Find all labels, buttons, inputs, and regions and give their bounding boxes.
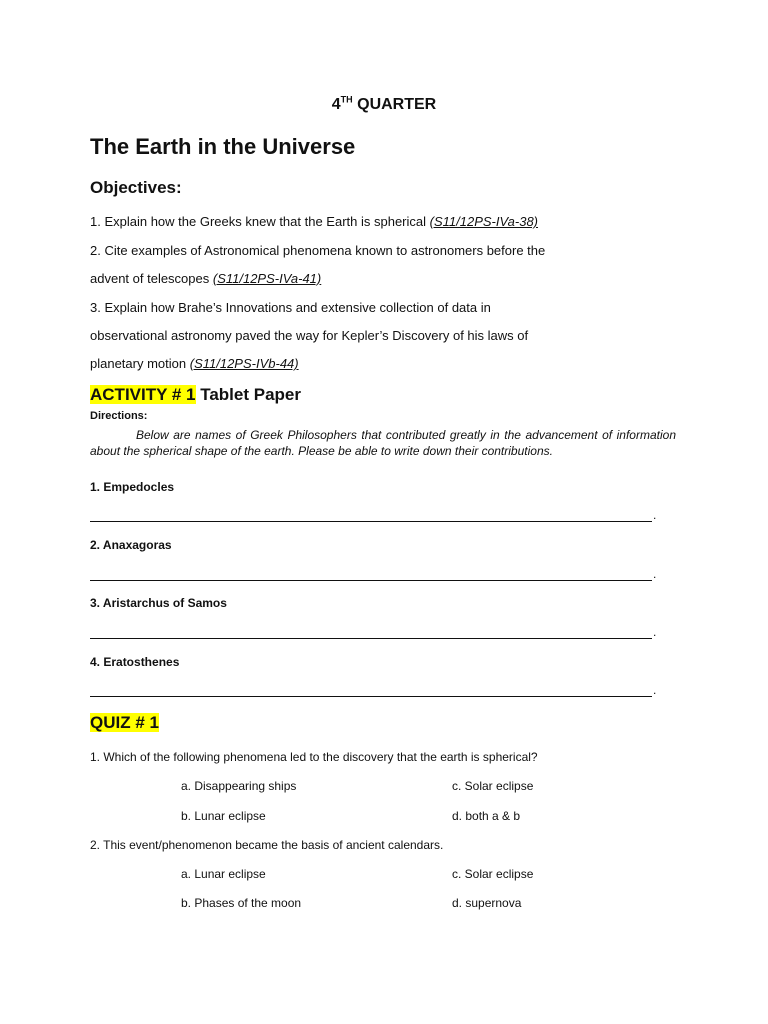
- objective-line: [90, 356, 299, 371]
- activity-heading: [90, 385, 301, 405]
- quiz-option[interactable]: c. Solar eclipse: [452, 779, 534, 793]
- objective-line: [90, 243, 545, 258]
- answer-line[interactable]: [90, 696, 652, 697]
- quiz-label: QUIZ # 1: [90, 713, 159, 732]
- objective-line: [90, 328, 528, 343]
- quiz-option[interactable]: a. Lunar eclipse: [181, 867, 266, 881]
- quiz-heading: [90, 713, 159, 733]
- page-title: The Earth in the Universe: [90, 134, 356, 159]
- competency-code: (S11/12PS-IVa-41): [212, 271, 322, 286]
- answer-line[interactable]: [90, 580, 652, 581]
- quarter-heading: [0, 96, 768, 114]
- objective-text: observational astronomy paved the way for Kepler’s Discovery of his laws of: [90, 328, 529, 343]
- objective-text: advent of telescopes: [90, 271, 213, 286]
- objective-line: [90, 300, 491, 315]
- quiz-option[interactable]: c. Solar eclipse: [452, 867, 534, 881]
- objectives-heading: Objectives:: [90, 178, 182, 197]
- quarter-number: 4: [331, 96, 341, 113]
- quiz-option[interactable]: b. Lunar eclipse: [181, 809, 266, 823]
- objective-text: 1. Explain how the Greeks knew that the Earth is spherical: [90, 214, 430, 229]
- answer-period: .: [653, 567, 657, 581]
- objective-text: planetary motion: [90, 356, 190, 371]
- competency-code: (S11/12PS-IVa-38): [429, 214, 539, 229]
- philosopher-name: 2. Anaxagoras: [90, 538, 172, 552]
- activity-label: ACTIVITY # 1: [90, 385, 196, 404]
- answer-line[interactable]: [90, 521, 652, 522]
- objective-line: [90, 271, 321, 286]
- quiz-option[interactable]: d. both a & b: [452, 809, 521, 823]
- answer-line[interactable]: [90, 638, 652, 639]
- quarter-superscript: TH: [340, 94, 353, 105]
- directions-text: Below are names of Greek Philosophers that contributed greatly in the advancement of information about the spherical shape of the earth. Please be able to write down their contributions.: [90, 428, 676, 458]
- answer-period: .: [653, 683, 657, 697]
- objective-text: 3. Explain how Brahe’s Innovations and extensive collection of data in: [90, 300, 491, 315]
- quiz-option[interactable]: a. Disappearing ships: [181, 779, 297, 793]
- quiz-option[interactable]: b. Phases of the moon: [181, 896, 302, 910]
- quiz-question: 1. Which of the following phenomena led to the discovery that the earth is spherical?: [90, 750, 538, 764]
- directions-label: Directions:: [90, 410, 148, 422]
- answer-period: .: [653, 508, 657, 522]
- objective-line: [90, 214, 538, 229]
- philosopher-name: 1. Empedocles: [90, 480, 175, 494]
- competency-code: (S11/12PS-IVb-44): [189, 356, 299, 371]
- objective-text: 2. Cite examples of Astronomical phenomena known to astronomers before the: [90, 243, 546, 258]
- activity-subtitle: Tablet Paper: [195, 385, 301, 404]
- quiz-question: 2. This event/phenomenon became the basis of ancient calendars.: [90, 838, 444, 852]
- philosopher-name: 3. Aristarchus of Samos: [90, 596, 227, 610]
- philosopher-name: 4. Eratosthenes: [90, 655, 180, 669]
- quarter-word: QUARTER: [357, 96, 437, 113]
- answer-period: .: [653, 625, 657, 639]
- quiz-option[interactable]: d. supernova: [452, 896, 522, 910]
